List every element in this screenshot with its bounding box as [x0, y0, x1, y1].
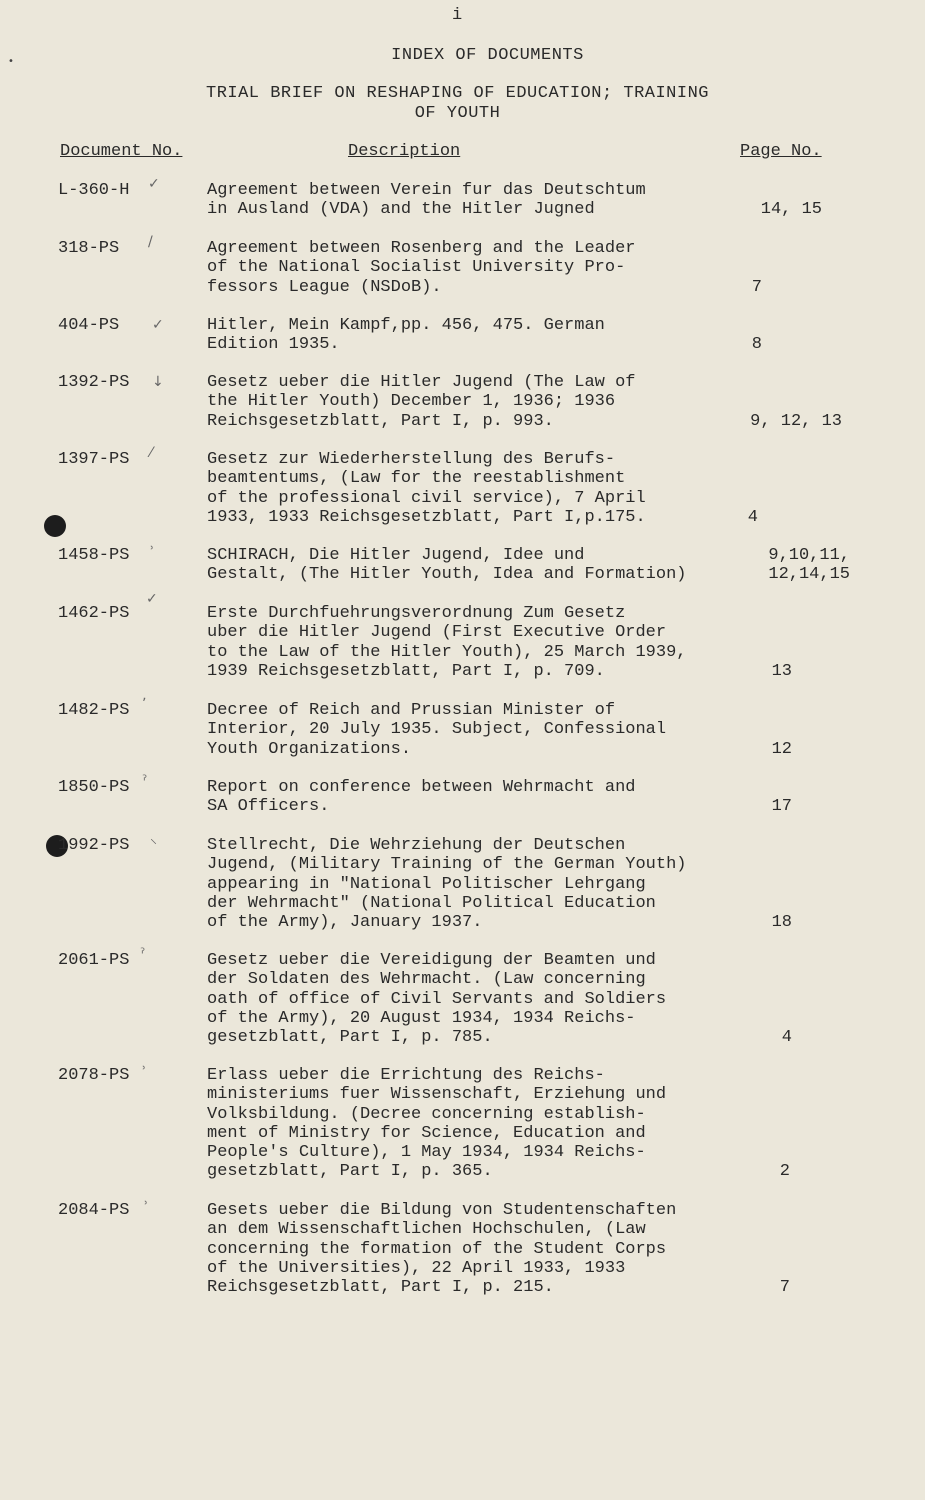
check-mark: ✓ [152, 317, 164, 333]
entry-description: SCHIRACH, Die Hitler Jugend, Idee und Gestalt, (The Hitler Youth, Idea and Formation) [207, 546, 687, 585]
page-numbers: 14, 15 [760, 200, 822, 220]
document-number: 1992-PS [58, 836, 130, 855]
document-number: 2084-PS [58, 1201, 130, 1220]
entry-description: Gesets ueber die Bildung von Studentenschaften an dem Wissenschaftlichen Hochschulen, (Law concerning the formation of the Student Corps of the Universities), 22 April 1933, 1933 Reichsgesetzblatt, Part I, p. 215. [207, 1201, 677, 1298]
document-number: 1397-PS [58, 450, 130, 469]
document-number: 1392-PS [58, 373, 130, 392]
page-numbers: 9, 12, 13 [750, 411, 842, 431]
page-subtitle [0, 84, 915, 124]
document-number: L-360-H [58, 181, 130, 200]
check-mark: ʼ [142, 696, 147, 712]
check-mark: ˀ [142, 773, 148, 789]
punch-hole-top [44, 515, 66, 537]
check-mark: ⸜ [150, 831, 157, 847]
check-mark: ˒ [150, 541, 155, 557]
check-mark: ⁄ [150, 445, 153, 461]
entry-description: Report on conference between Wehrmacht and SA Officers. [207, 778, 636, 817]
page-numbers: 4 [747, 507, 758, 527]
page-numbers: 13 [771, 661, 792, 681]
document-number: 1462-PS [58, 604, 130, 623]
entry-description: Stellrecht, Die Wehrziehung der Deutschen Jugend, (Military Training of the German Youth) appearing in "National Politischer Lehrgang der Wehrmacht" (National Political Education of the Army), January 1937. [207, 836, 687, 933]
entry-description: Erlass ueber die Errichtung des Reichs- ministeriums fuer Wissenschaft, Erziehung und Volksbildung. (Decree concerning establish- ment of Ministry for Science, Education and People's Culture), 1 May 1934, 1934 Reichs- gesetzblatt, Part I, p. 365. [207, 1066, 667, 1182]
document-number: 2061-PS [58, 951, 130, 970]
subtitle-line-1: TRIAL BRIEF ON RESHAPING OF EDUCATION; TRAINING [206, 84, 709, 103]
document-number: 318-PS [58, 239, 120, 258]
edge-mark: • [8, 56, 14, 67]
check-mark: ˒ [142, 1061, 147, 1077]
document-number: 2078-PS [58, 1066, 130, 1085]
entry-description: Erste Durchfuehrungsverordnung Zum Gesetz uber die Hitler Jugend (First Executive Order to the Law of the Hitler Youth), 25 March 1939, 1939 Reichsgesetzblatt, Part I, p. 709. [207, 604, 687, 681]
page-numbers: 8 [751, 335, 762, 355]
page-numbers: 2 [779, 1162, 790, 1182]
document-number: 404-PS [58, 316, 120, 335]
check-mark: ↓ [152, 374, 164, 390]
column-header-description: Description [348, 142, 461, 161]
check-mark: / [148, 234, 153, 250]
page-numbers: 12 [771, 739, 792, 759]
page-numbers: 17 [771, 797, 792, 817]
check-mark: ✓ [146, 591, 158, 607]
entry-description: Agreement between Verein fur das Deutschtum in Ausland (VDA) and the Hitler Jugned [207, 181, 646, 220]
page-numbers: 4 [781, 1028, 792, 1048]
column-header-page-no: Page No. [740, 142, 822, 161]
check-mark: ˀ [140, 946, 146, 962]
page-number: i [452, 6, 463, 25]
entry-description: Hitler, Mein Kampf,pp. 456, 475. German Edition 1935. [207, 316, 605, 355]
document-number: 1850-PS [58, 778, 130, 797]
check-mark: ✓ [148, 176, 160, 192]
subtitle-line-2: OF YOUTH [414, 104, 501, 123]
page-title: INDEX OF DOCUMENTS [391, 46, 584, 65]
column-header-document-no: Document No. [60, 142, 183, 161]
page-numbers: 7 [779, 1278, 790, 1298]
check-mark: ˒ [144, 1196, 149, 1212]
entry-description: Agreement between Rosenberg and the Leader of the National Socialist University Pro- fessors League (NSDoB). [207, 239, 636, 297]
page-numbers: 7 [751, 277, 762, 297]
page-numbers: 18 [771, 913, 792, 933]
document-number: 1482-PS [58, 701, 130, 720]
page-numbers: 9,10,11, 12,14,15 [768, 546, 850, 585]
document-number: 1458-PS [58, 546, 130, 565]
entry-description: Decree of Reich and Prussian Minister of Interior, 20 July 1935. Subject, Confessional Youth Organizations. [207, 701, 667, 759]
entry-description: Gesetz zur Wiederherstellung des Berufs- beamtentums, (Law for the reestablishment of the professional civil service), 7 April 1933, 1933 Reichsgesetzblatt, Part I,p.175. [207, 450, 646, 527]
entry-description: Gesetz ueber die Vereidigung der Beamten und der Soldaten des Wehrmacht. (Law concerning oath of office of Civil Servants and Soldiers of the Army), 20 August 1934, 1934 Reichs- gesetzblatt, Part I, p. 785. [207, 951, 667, 1048]
entry-description: Gesetz ueber die Hitler Jugend (The Law of the Hitler Youth) December 1, 1936; 1936 Reichsgesetzblatt, Part I, p. 993. [207, 373, 636, 431]
